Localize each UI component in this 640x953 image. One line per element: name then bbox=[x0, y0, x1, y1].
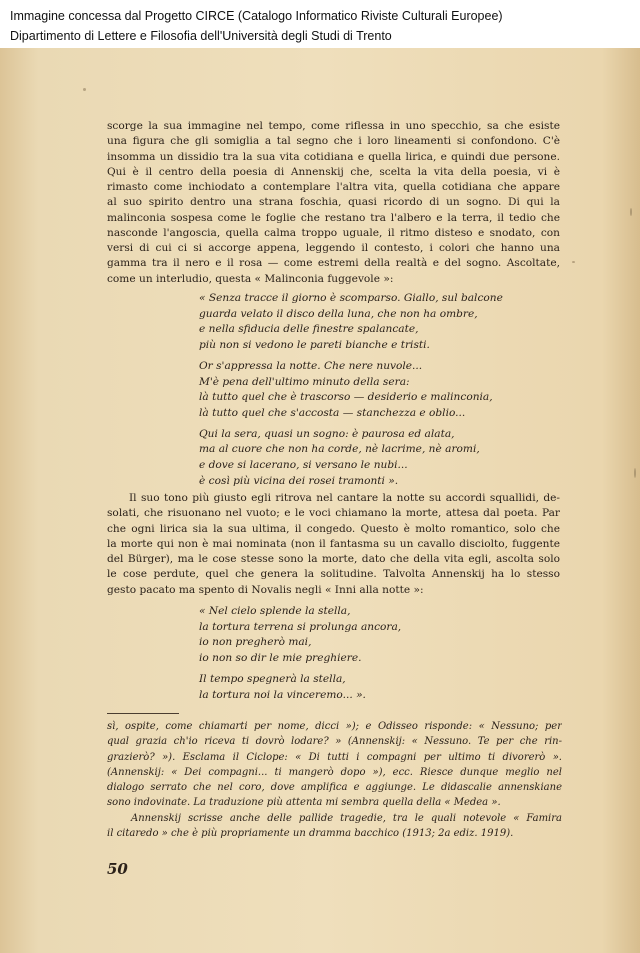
text-line: al suo spirito dentro una strana foschia, quasi ricordo di un sogno. Di qui la bbox=[107, 196, 560, 209]
text-line: solati, che risuonano nel vuoto; e le voci chiamano la morte, attesa dal poeta. Par bbox=[107, 507, 560, 520]
page-number: 50 bbox=[107, 860, 128, 878]
poem-novalis-echo bbox=[199, 604, 401, 703]
text-line: versi di cui ci si accorge appena, leggendo il contesto, i colori che hanno una bbox=[107, 242, 560, 254]
text-line: malinconia sospesa come le foglie che restano tra l'albero e la terra, il tedio che bbox=[107, 211, 560, 224]
text-line: Qui è il centro della poesia di Annenskij che, scelta la vita della poesia, vi è bbox=[107, 165, 560, 178]
text-line: insomma un dissidio tra la sua vita cotidiana e quella lirica, e quindi due persone. bbox=[107, 150, 560, 163]
text-line: come un interludio, questa « Malinconia fuggevole »: bbox=[107, 272, 394, 285]
body-paragraph-1 bbox=[107, 119, 560, 287]
text-line: le cose perdute, quel che genera la solitudine. Talvolta Annenskij ha lo stesso bbox=[107, 568, 560, 581]
footnote bbox=[107, 719, 562, 841]
footnote-line: dialogo serrato che nel coro, dove amplifica e aggiunge. Le didascalie annenskiane bbox=[107, 782, 562, 794]
text-line: Il suo tono più giusto egli ritrova nel cantare la notte su accordi squallidi, de- bbox=[129, 492, 560, 504]
poem-malinconia-fuggevole bbox=[199, 291, 503, 489]
body-paragraph-2 bbox=[107, 491, 560, 598]
text-line: la morte qui non è mai nominata (non il fantasma su un cavallo disciolto, fuggente bbox=[107, 537, 560, 550]
attribution-line-1: Immagine concessa dal Progetto CIRCE (Catalogo Informatico Riviste Culturali Europee) bbox=[10, 9, 503, 23]
paper-speck bbox=[630, 208, 632, 216]
verse-line: ma al cuore che non ha corde, nè lacrime, nè aromi, bbox=[199, 443, 480, 456]
footnote-line: Annenskij scrisse anche delle pallide tragedie, tra le quali notevole « Famira bbox=[131, 812, 562, 824]
verse-line: la tortura noi la vinceremo... ». bbox=[199, 688, 366, 701]
verse-line: Or s'appressa la notte. Che nere nuvole... bbox=[199, 359, 423, 372]
text-line: nasconde l'angoscia, quella calma troppo uguale, il ritmo disteso e snodato, con bbox=[107, 226, 560, 239]
paper-speck bbox=[634, 468, 636, 478]
text-line: scorge la sua immagine nel tempo, come riflessa in uno specchio, sa che esiste bbox=[107, 120, 560, 132]
footnote-line: grazierò? »). Esclama il Ciclope: « Di tutti i compagni per ultimo ti divorerò ». bbox=[107, 751, 562, 763]
verse-line: e nella sfiducia delle finestre spalancate, bbox=[199, 323, 419, 336]
footnote-separator bbox=[107, 713, 179, 714]
text-line: che ogni lirica sia la sua ultima, il congedo. Questo è molto romantico, solo che bbox=[107, 522, 560, 535]
footnote-line: qual grazia ch'io riceva ti dovrò lodare? » (Annenskij: « Nessuno. Te per che rin- bbox=[107, 736, 562, 748]
footnote-line: (Annenskij: « Dei compagni... ti mangerò dopo »), ecc. Riesce dunque meglio nel bbox=[107, 766, 562, 778]
footnote-line: il citaredo » che è più propriamente un dramma bacchico (1913; 2a ediz. 1919). bbox=[107, 828, 514, 840]
paper-speck bbox=[83, 88, 86, 91]
verse-line: guarda velato il disco della luna, che non ha ombre, bbox=[199, 307, 478, 320]
text-line: del Bürger), ma le cose stesse sono la morte, dato che della vita egli, ascolta solo bbox=[107, 553, 560, 565]
verse-line: più non si vedono le pareti bianche e tristi. bbox=[199, 339, 430, 352]
text-line: gamma tra il nero e il rosa — come estremi della realtà e del sogno. Ascoltate, bbox=[107, 257, 560, 270]
verse-line: « Senza tracce il giorno è scomparso. Giallo, sul balcone bbox=[199, 292, 503, 304]
verse-line: M'è pena dell'ultimo minuto della sera: bbox=[199, 375, 410, 388]
verse-line: la tortura terrena si prolunga ancora, bbox=[199, 620, 402, 633]
text-line: rimasto come inchiodato a contemplare l'altra vita, quella cotidiana che appare bbox=[107, 181, 560, 193]
verse-line: là tutto quel che è trascorso — desiderio e malinconia, bbox=[199, 391, 493, 404]
text-line: una figura che gli somiglia a tal segno che i loro lineamenti si confondono. C'è bbox=[107, 135, 560, 148]
verse-line: « Nel cielo splende la stella, bbox=[199, 605, 351, 617]
verse-line: è così più vicina dei rosei tramonti ». bbox=[199, 474, 399, 487]
verse-line: e dove si lacerano, si versano le nubi... bbox=[199, 459, 408, 472]
verse-line: là tutto quel che s'accosta — stanchezza e oblio... bbox=[199, 406, 466, 419]
text-line: gesto pacato ma spento di Novalis negli « Inni alla notte »: bbox=[107, 583, 424, 596]
attribution-line-2: Dipartimento di Lettere e Filosofia dell'Università degli Studi di Trento bbox=[10, 29, 392, 43]
attribution-header bbox=[0, 0, 640, 48]
verse-line: Qui la sera, quasi un sogno: è paurosa ed alata, bbox=[199, 427, 455, 440]
verse-line: io non so dir le mie preghiere. bbox=[199, 652, 362, 665]
verse-line: io non pregherò mai, bbox=[199, 636, 312, 649]
footnote-line: sì, ospite, come chiamarti per nome, dicci »); e Odisseo risponde: « Nessuno; per bbox=[107, 721, 562, 732]
footnote-line: sono indovinate. La traduzione più attenta mi sembra quella della « Medea ». bbox=[107, 797, 501, 809]
paper-speck bbox=[572, 261, 575, 263]
verse-line: Il tempo spegnerà la stella, bbox=[199, 672, 346, 685]
